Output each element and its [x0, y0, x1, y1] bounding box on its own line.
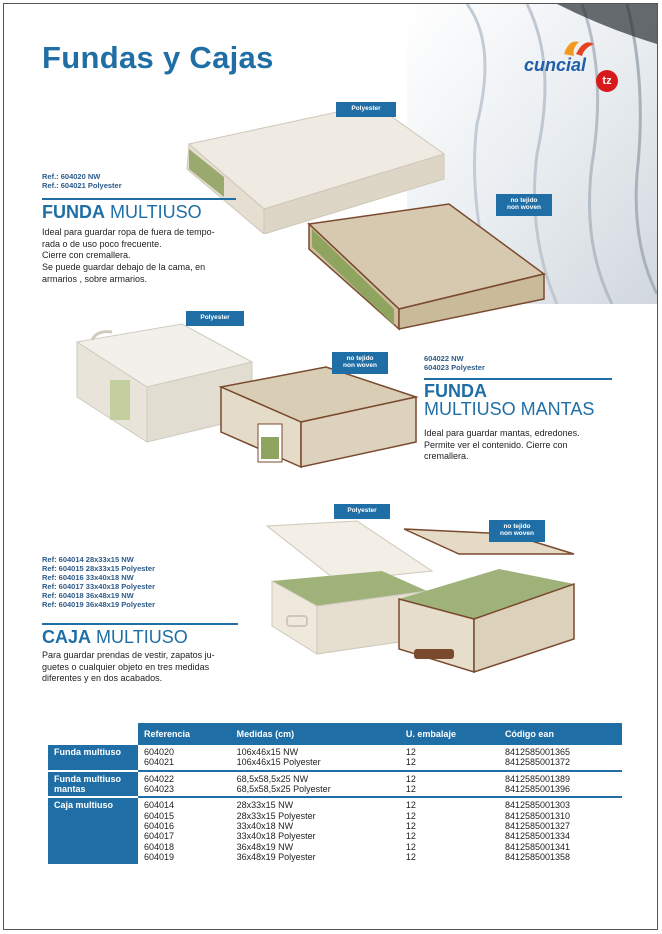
table-cell-line: 12: [405, 831, 416, 842]
table-cell-line: 604022: [144, 773, 175, 784]
badge-nonwoven-1-line2: non woven: [507, 204, 541, 212]
cell-medidas: [231, 797, 400, 864]
caja-refs: [42, 555, 155, 609]
caja-desc-1: Para guardar prendas de vestir, zapatos ju-: [42, 650, 215, 660]
caja-ref-2: Ref: 604015 28x33x15 Polyester: [42, 564, 155, 573]
caja-title-rest: MULTIUSO: [96, 627, 188, 647]
funda-desc-2: rada o de uso poco frecuente.: [42, 238, 162, 249]
badge-nonwoven-2: [332, 352, 388, 374]
logo-badge: tz: [596, 70, 618, 92]
cell-medidas: [231, 745, 400, 771]
table-cell-line: 68,5x58,5x25 Polyester: [236, 784, 331, 795]
table-cell-line: 106x46x15 Polyester: [236, 757, 321, 768]
table-group-row: [48, 745, 622, 771]
cell-embalaje: [400, 797, 499, 864]
table-cell-line: 8412585001310: [504, 810, 571, 821]
table-cell-line: 8412585001372: [504, 757, 571, 768]
table-cell-line: 33x40x18 NW: [236, 821, 294, 832]
table-cell-line: 604014: [144, 800, 175, 811]
table-cell-line: 28x33x15 NW: [236, 800, 294, 811]
col-medidas: Medidas (cm): [231, 723, 400, 745]
funda-mantas-nw-image: [216, 362, 421, 472]
caja-ref-6: Ref: 604019 36x48x19 Polyester: [42, 600, 155, 609]
table-cell-line: 36x48x19 Polyester: [236, 852, 316, 863]
funda-title-bold: FUNDA: [42, 202, 105, 222]
table-cell-line: 12: [405, 841, 416, 852]
mantas-title-bold: FUNDA: [424, 381, 487, 401]
funda-desc-3: Cierre con cremallera.: [42, 250, 131, 261]
funda-desc-4: Se puede guardar debajo de la cama, en: [42, 262, 206, 273]
col-codigo-ean: Código ean: [499, 723, 622, 745]
mantas-desc-3: cremallera.: [424, 451, 469, 462]
badge-nonwoven-1-line1: no tejido: [510, 197, 538, 204]
logo-text: cuncial: [524, 55, 587, 75]
table-cell-line: 12: [405, 747, 416, 757]
badge-nonwoven-1: [496, 194, 552, 216]
table-cell-line: 604015: [144, 810, 175, 821]
cell-embalaje: [400, 745, 499, 771]
table-cell-line: 36x48x19 NW: [236, 841, 294, 852]
table-cell-line: 12: [405, 757, 416, 768]
caja-ref-1: Ref: 604014 28x33x15 NW: [42, 555, 134, 564]
caja-desc-2: guetes o cualquier objeto en tres medidas: [42, 661, 210, 672]
table-cell-line: 8412585001365: [504, 747, 571, 757]
group-label: Funda multiuso mantas: [48, 771, 138, 798]
mantas-refs: [424, 354, 485, 372]
table-cell-line: 604019: [144, 852, 175, 863]
col-embalaje: U. embalaje: [400, 723, 499, 745]
badge-nonwoven-3-line1: no tejido: [503, 523, 531, 530]
table-cell-line: 8412585001396: [504, 784, 571, 795]
table-cell-line: 8412585001341: [504, 841, 571, 852]
funda-ref-2: Ref.: 604021 Polyester: [42, 181, 122, 190]
table-cell-line: 68,5x58,5x25 NW: [236, 773, 309, 784]
table-cell-line: 33x40x18 Polyester: [236, 831, 316, 842]
spec-table: [48, 723, 622, 864]
mantas-title-rest: MULTIUSO MANTAS: [424, 399, 595, 419]
funda-desc-1: Ideal para guardar ropa de fuera de tempo-: [42, 227, 215, 237]
table-cell-line: 604017: [144, 831, 175, 842]
page-title: Fundas y Cajas: [42, 40, 274, 75]
cell-medidas: [231, 771, 400, 798]
funda-desc-5: armarios , sobre armarios.: [42, 273, 148, 284]
badge-nonwoven-3-line2: non woven: [500, 530, 534, 538]
badge-polyester-3: Polyester: [334, 504, 390, 519]
funda-refs: [42, 172, 122, 190]
group-label: Caja multiuso: [48, 797, 138, 864]
mantas-desc-1: Ideal para guardar mantas, edredones.: [424, 428, 580, 438]
table-cell-line: 28x33x15 Polyester: [236, 810, 316, 821]
table-cell-line: 12: [405, 810, 416, 821]
caja-ref-3: Ref: 604016 33x40x18 NW: [42, 573, 134, 582]
table-cell-line: 8412585001389: [504, 773, 571, 784]
caja-description: [42, 650, 242, 685]
catalog-page: [3, 3, 658, 930]
caja-desc-3: diferentes y en dos acabados.: [42, 673, 163, 684]
table-cell-line: 12: [405, 800, 416, 811]
table-cell-line: 8412585001327: [504, 821, 571, 832]
funda-ref-1: Ref.: 604020 NW: [42, 172, 101, 181]
caja-multiuso-nw-image: [389, 524, 589, 674]
mantas-rule: [424, 378, 612, 380]
mantas-desc-2: Permite ver el contenido. Cierre con: [424, 439, 568, 450]
table-cell-line: 604016: [144, 821, 175, 832]
badge-nonwoven-3: [489, 520, 545, 542]
group-label: Funda multiuso: [48, 745, 138, 771]
badge-nonwoven-2-line1: no tejido: [346, 355, 374, 362]
cell-referencia: [138, 771, 231, 798]
table-cell-line: 106x46x15 NW: [236, 747, 299, 757]
funda-title-rest: MULTIUSO: [110, 202, 202, 222]
caja-rule: [42, 623, 238, 625]
cell-embalaje: [400, 771, 499, 798]
table-cell-line: 604021: [144, 757, 175, 768]
caja-ref-5: Ref: 604018 36x48x19 NW: [42, 591, 134, 600]
table-group-row: [48, 771, 622, 798]
table-cell-line: 604023: [144, 784, 175, 795]
cell-codigo-ean: [499, 771, 622, 798]
table-cell-line: 12: [405, 773, 416, 784]
cell-referencia: [138, 745, 231, 771]
table-cell-line: 12: [405, 852, 416, 863]
table-cell-line: 8412585001358: [504, 852, 571, 863]
cell-referencia: [138, 797, 231, 864]
badge-polyester-1: Polyester: [336, 102, 396, 117]
caja-ref-4: Ref: 604017 33x40x18 Polyester: [42, 582, 155, 591]
table-group-row: [48, 797, 622, 864]
funda-description: [42, 227, 242, 285]
table-cell-line: 604018: [144, 841, 175, 852]
mantas-ref-1: 604022 NW: [424, 354, 464, 363]
table-cell-line: 8412585001303: [504, 800, 571, 811]
col-referencia: Referencia: [138, 723, 231, 745]
mantas-ref-2: 604023 Polyester: [424, 363, 485, 372]
table-cell-line: 8412585001334: [504, 831, 571, 842]
funda-multiuso-nw-image: [304, 199, 549, 334]
mantas-description: [424, 428, 614, 463]
badge-polyester-2: Polyester: [186, 311, 244, 326]
funda-rule: [42, 198, 236, 200]
badge-nonwoven-2-line2: non woven: [343, 362, 377, 370]
caja-title: [42, 628, 188, 646]
table-cell-line: 12: [405, 821, 416, 832]
cell-codigo-ean: [499, 797, 622, 864]
table-cell-line: 604020: [144, 747, 175, 757]
funda-title: [42, 203, 202, 221]
cell-codigo-ean: [499, 745, 622, 771]
mantas-title: [424, 382, 594, 418]
caja-title-bold: CAJA: [42, 627, 92, 647]
table-header-blank: [48, 723, 138, 745]
table-cell-line: 12: [405, 784, 416, 795]
table-header-row: [48, 723, 622, 745]
